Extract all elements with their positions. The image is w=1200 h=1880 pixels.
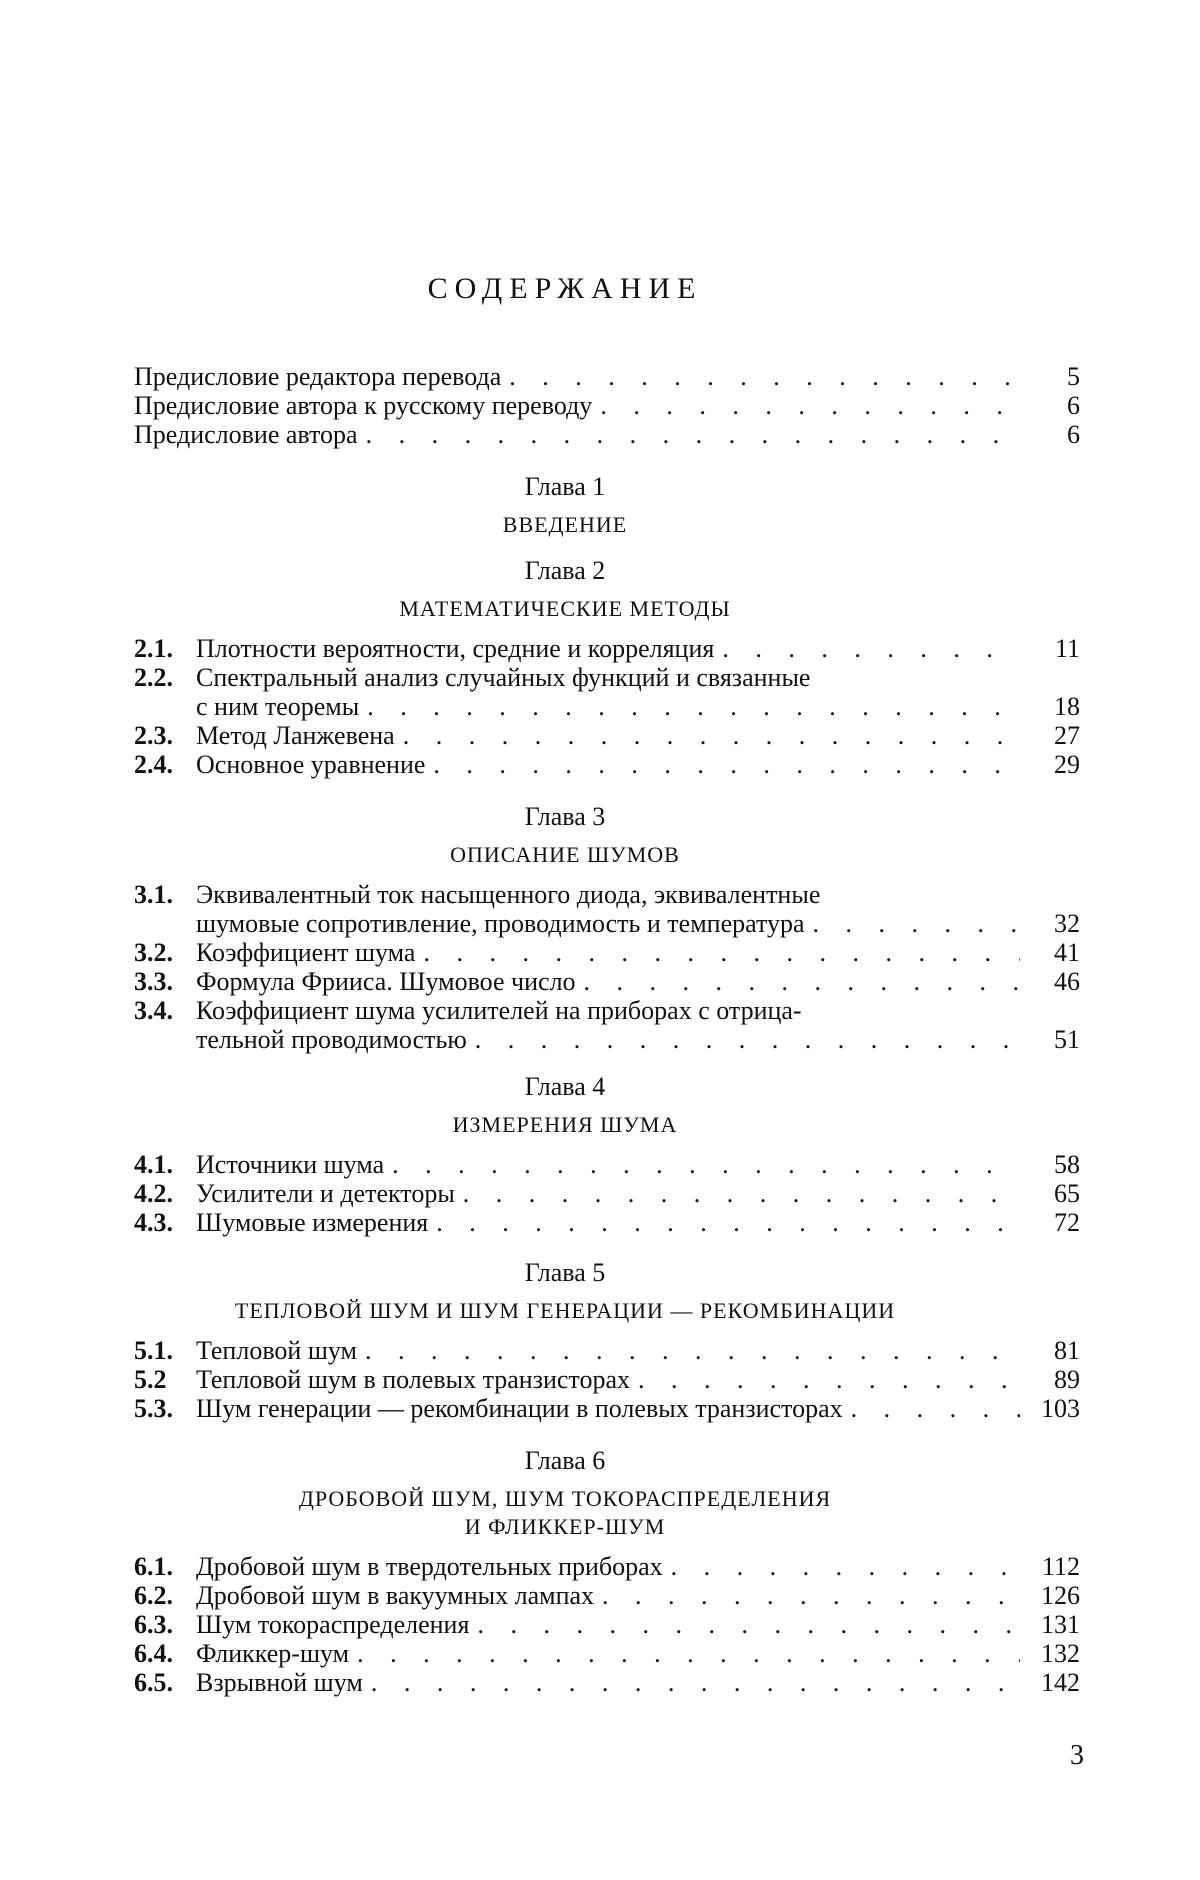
toc-entry-page: 18 bbox=[1054, 692, 1080, 721]
toc-entry bbox=[134, 880, 1080, 938]
toc-entry-page: 5 bbox=[1067, 362, 1080, 391]
toc-entry bbox=[134, 938, 1080, 967]
page-number: 3 bbox=[1070, 1740, 1084, 1771]
section-number: 5.2 bbox=[134, 1365, 167, 1394]
toc-entry bbox=[134, 634, 1080, 663]
toc-entry-page: 11 bbox=[1054, 634, 1080, 663]
toc-entry bbox=[134, 750, 1080, 779]
toc-entry-continuation: с ним теоремы bbox=[196, 692, 360, 721]
chapter-label: Глава 5 bbox=[524, 1258, 606, 1287]
chapter-heading: ТЕПЛОВОЙ ШУМ И ШУМ ГЕНЕРАЦИИ — РЕКОМБИНАЦИИ bbox=[234, 1298, 896, 1323]
section-number: 6.2. bbox=[134, 1581, 173, 1610]
chapter-heading: МАТЕМАТИЧЕСКИЕ МЕТОДЫ bbox=[399, 596, 731, 621]
toc-entry bbox=[134, 663, 1080, 721]
toc-entry-continuation: шумовые сопротивление, проводимость и температура bbox=[196, 909, 805, 938]
section-number: 2.3. bbox=[134, 721, 173, 750]
toc-entry bbox=[134, 1610, 1080, 1639]
chapter-label: Глава 4 bbox=[524, 1072, 606, 1101]
section-number: 4.2. bbox=[134, 1179, 173, 1208]
toc-entry-text: Источники шума bbox=[196, 1150, 385, 1179]
toc-entry-page: 89 bbox=[1054, 1365, 1080, 1394]
toc-entry bbox=[134, 996, 1080, 1054]
section-number: 6.1. bbox=[134, 1552, 173, 1581]
toc-entry-page: 29 bbox=[1054, 750, 1080, 779]
toc-entry-page: 32 bbox=[1054, 909, 1080, 938]
toc-entry bbox=[134, 391, 1080, 420]
toc-entry-text: Фликкер-шум bbox=[196, 1639, 350, 1668]
section-number: 5.3. bbox=[134, 1394, 173, 1423]
toc-entry bbox=[134, 1552, 1080, 1581]
toc-entry-page: 6 bbox=[1067, 391, 1080, 420]
section-number: 6.4. bbox=[134, 1639, 173, 1668]
toc-entry bbox=[134, 1639, 1080, 1668]
toc-entry-page: 81 bbox=[1054, 1336, 1080, 1365]
toc-entry-page: 142 bbox=[1041, 1668, 1080, 1697]
toc-entry bbox=[134, 1150, 1080, 1179]
toc-entry-page: 65 bbox=[1054, 1179, 1080, 1208]
chapter-heading: ИЗМЕРЕНИЯ ШУМА bbox=[452, 1112, 678, 1137]
section-number: 3.2. bbox=[134, 938, 173, 967]
toc-entry-page: 41 bbox=[1054, 938, 1080, 967]
toc-entry bbox=[134, 1668, 1080, 1697]
toc-entry-text: Коэффициент шума bbox=[196, 938, 416, 967]
toc-entry bbox=[134, 1179, 1080, 1208]
toc-entry-text: Коэффициент шума усилителей на приборах с отрица- bbox=[196, 996, 802, 1025]
section-number: 3.1. bbox=[134, 880, 173, 909]
chapter-label: Глава 3 bbox=[524, 802, 606, 831]
toc-entry-text: Формула Фрииса. Шумовое число bbox=[196, 967, 576, 996]
toc-entry-page: 132 bbox=[1041, 1639, 1080, 1668]
toc-entry-page: 112 bbox=[1041, 1552, 1080, 1581]
section-number: 4.1. bbox=[134, 1150, 173, 1179]
toc-entry-text: Предисловие автора к русскому переводу bbox=[134, 391, 593, 420]
toc-entry-text: Предисловие редактора перевода bbox=[134, 362, 502, 391]
chapter-heading: ДРОБОВОЙ ШУМ, ШУМ ТОКОРАСПРЕДЕЛЕНИЯ bbox=[298, 1486, 832, 1511]
toc-entry-text: Тепловой шум в полевых транзисторах bbox=[196, 1365, 630, 1394]
section-number: 6.3. bbox=[134, 1610, 173, 1639]
chapter-label: Глава 6 bbox=[524, 1446, 606, 1475]
toc-entry bbox=[134, 1208, 1080, 1237]
section-number: 2.4. bbox=[134, 750, 173, 779]
toc-entry-text: Дробовой шум в вакуумных лампах bbox=[196, 1581, 595, 1610]
toc-entry-page: 131 bbox=[1041, 1610, 1080, 1639]
toc-entry-text: Эквивалентный ток насыщенного диода, эквивалентные bbox=[196, 880, 821, 909]
section-number: 6.5. bbox=[134, 1668, 173, 1697]
toc-entry-page: 6 bbox=[1067, 420, 1080, 449]
toc-entry-page: 51 bbox=[1054, 1025, 1080, 1054]
chapter-heading: ОПИСАНИЕ ШУМОВ bbox=[450, 842, 680, 867]
toc-entry-text: Метод Ланжевена bbox=[196, 721, 395, 750]
toc-entry-text: Предисловие автора bbox=[134, 420, 358, 449]
chapter-label: Глава 2 bbox=[524, 556, 606, 585]
toc-entry-page: 27 bbox=[1054, 721, 1080, 750]
toc-entry-text: Шумовые измерения bbox=[196, 1208, 429, 1237]
chapter-label: Глава 1 bbox=[524, 472, 606, 501]
section-number: 4.3. bbox=[134, 1208, 173, 1237]
page-title: СОДЕРЖАНИЕ bbox=[427, 272, 703, 305]
toc-entry bbox=[134, 362, 1080, 391]
section-number: 3.4. bbox=[134, 996, 173, 1025]
toc-entry-page: 126 bbox=[1041, 1581, 1080, 1610]
toc-entry bbox=[134, 420, 1080, 449]
section-number: 2.1. bbox=[134, 634, 173, 663]
toc-entry-text: Тепловой шум bbox=[196, 1336, 357, 1365]
toc-entry-page: 103 bbox=[1041, 1394, 1080, 1423]
toc-entry-text: Спектральный анализ случайных функций и связанные bbox=[196, 663, 811, 692]
toc-entry-continuation: тельной проводимостью bbox=[196, 1025, 467, 1054]
toc-entry-text: Усилители и детекторы bbox=[196, 1179, 455, 1208]
section-number: 2.2. bbox=[134, 663, 173, 692]
chapter-heading: ВВЕДЕНИЕ bbox=[502, 512, 628, 537]
toc-entry-page: 72 bbox=[1054, 1208, 1080, 1237]
toc-entry bbox=[134, 1581, 1080, 1610]
toc-entry bbox=[134, 1394, 1080, 1423]
toc-entry-text: Основное уравнение bbox=[196, 750, 426, 779]
chapter-heading-line-2: И ФЛИККЕР-ШУМ bbox=[464, 1514, 666, 1539]
toc-entry bbox=[134, 967, 1080, 996]
toc-entry-text: Шум генерации — рекомбинации в полевых транзисторах bbox=[196, 1394, 843, 1423]
section-number: 3.3. bbox=[134, 967, 173, 996]
toc-entry-text: Шум токораспределения bbox=[196, 1610, 470, 1639]
toc-entry-text: Взрывной шум bbox=[196, 1668, 363, 1697]
section-number: 5.1. bbox=[134, 1336, 173, 1365]
toc-entry bbox=[134, 1336, 1080, 1365]
toc-entry-text: Дробовой шум в твердотельных приборах bbox=[196, 1552, 663, 1581]
toc-entry bbox=[134, 1365, 1080, 1394]
toc-entry bbox=[134, 721, 1080, 750]
toc-entry-text: Плотности вероятности, средние и корреляция bbox=[196, 634, 715, 663]
toc-entry-page: 46 bbox=[1054, 967, 1080, 996]
toc-entry-page: 58 bbox=[1054, 1150, 1080, 1179]
